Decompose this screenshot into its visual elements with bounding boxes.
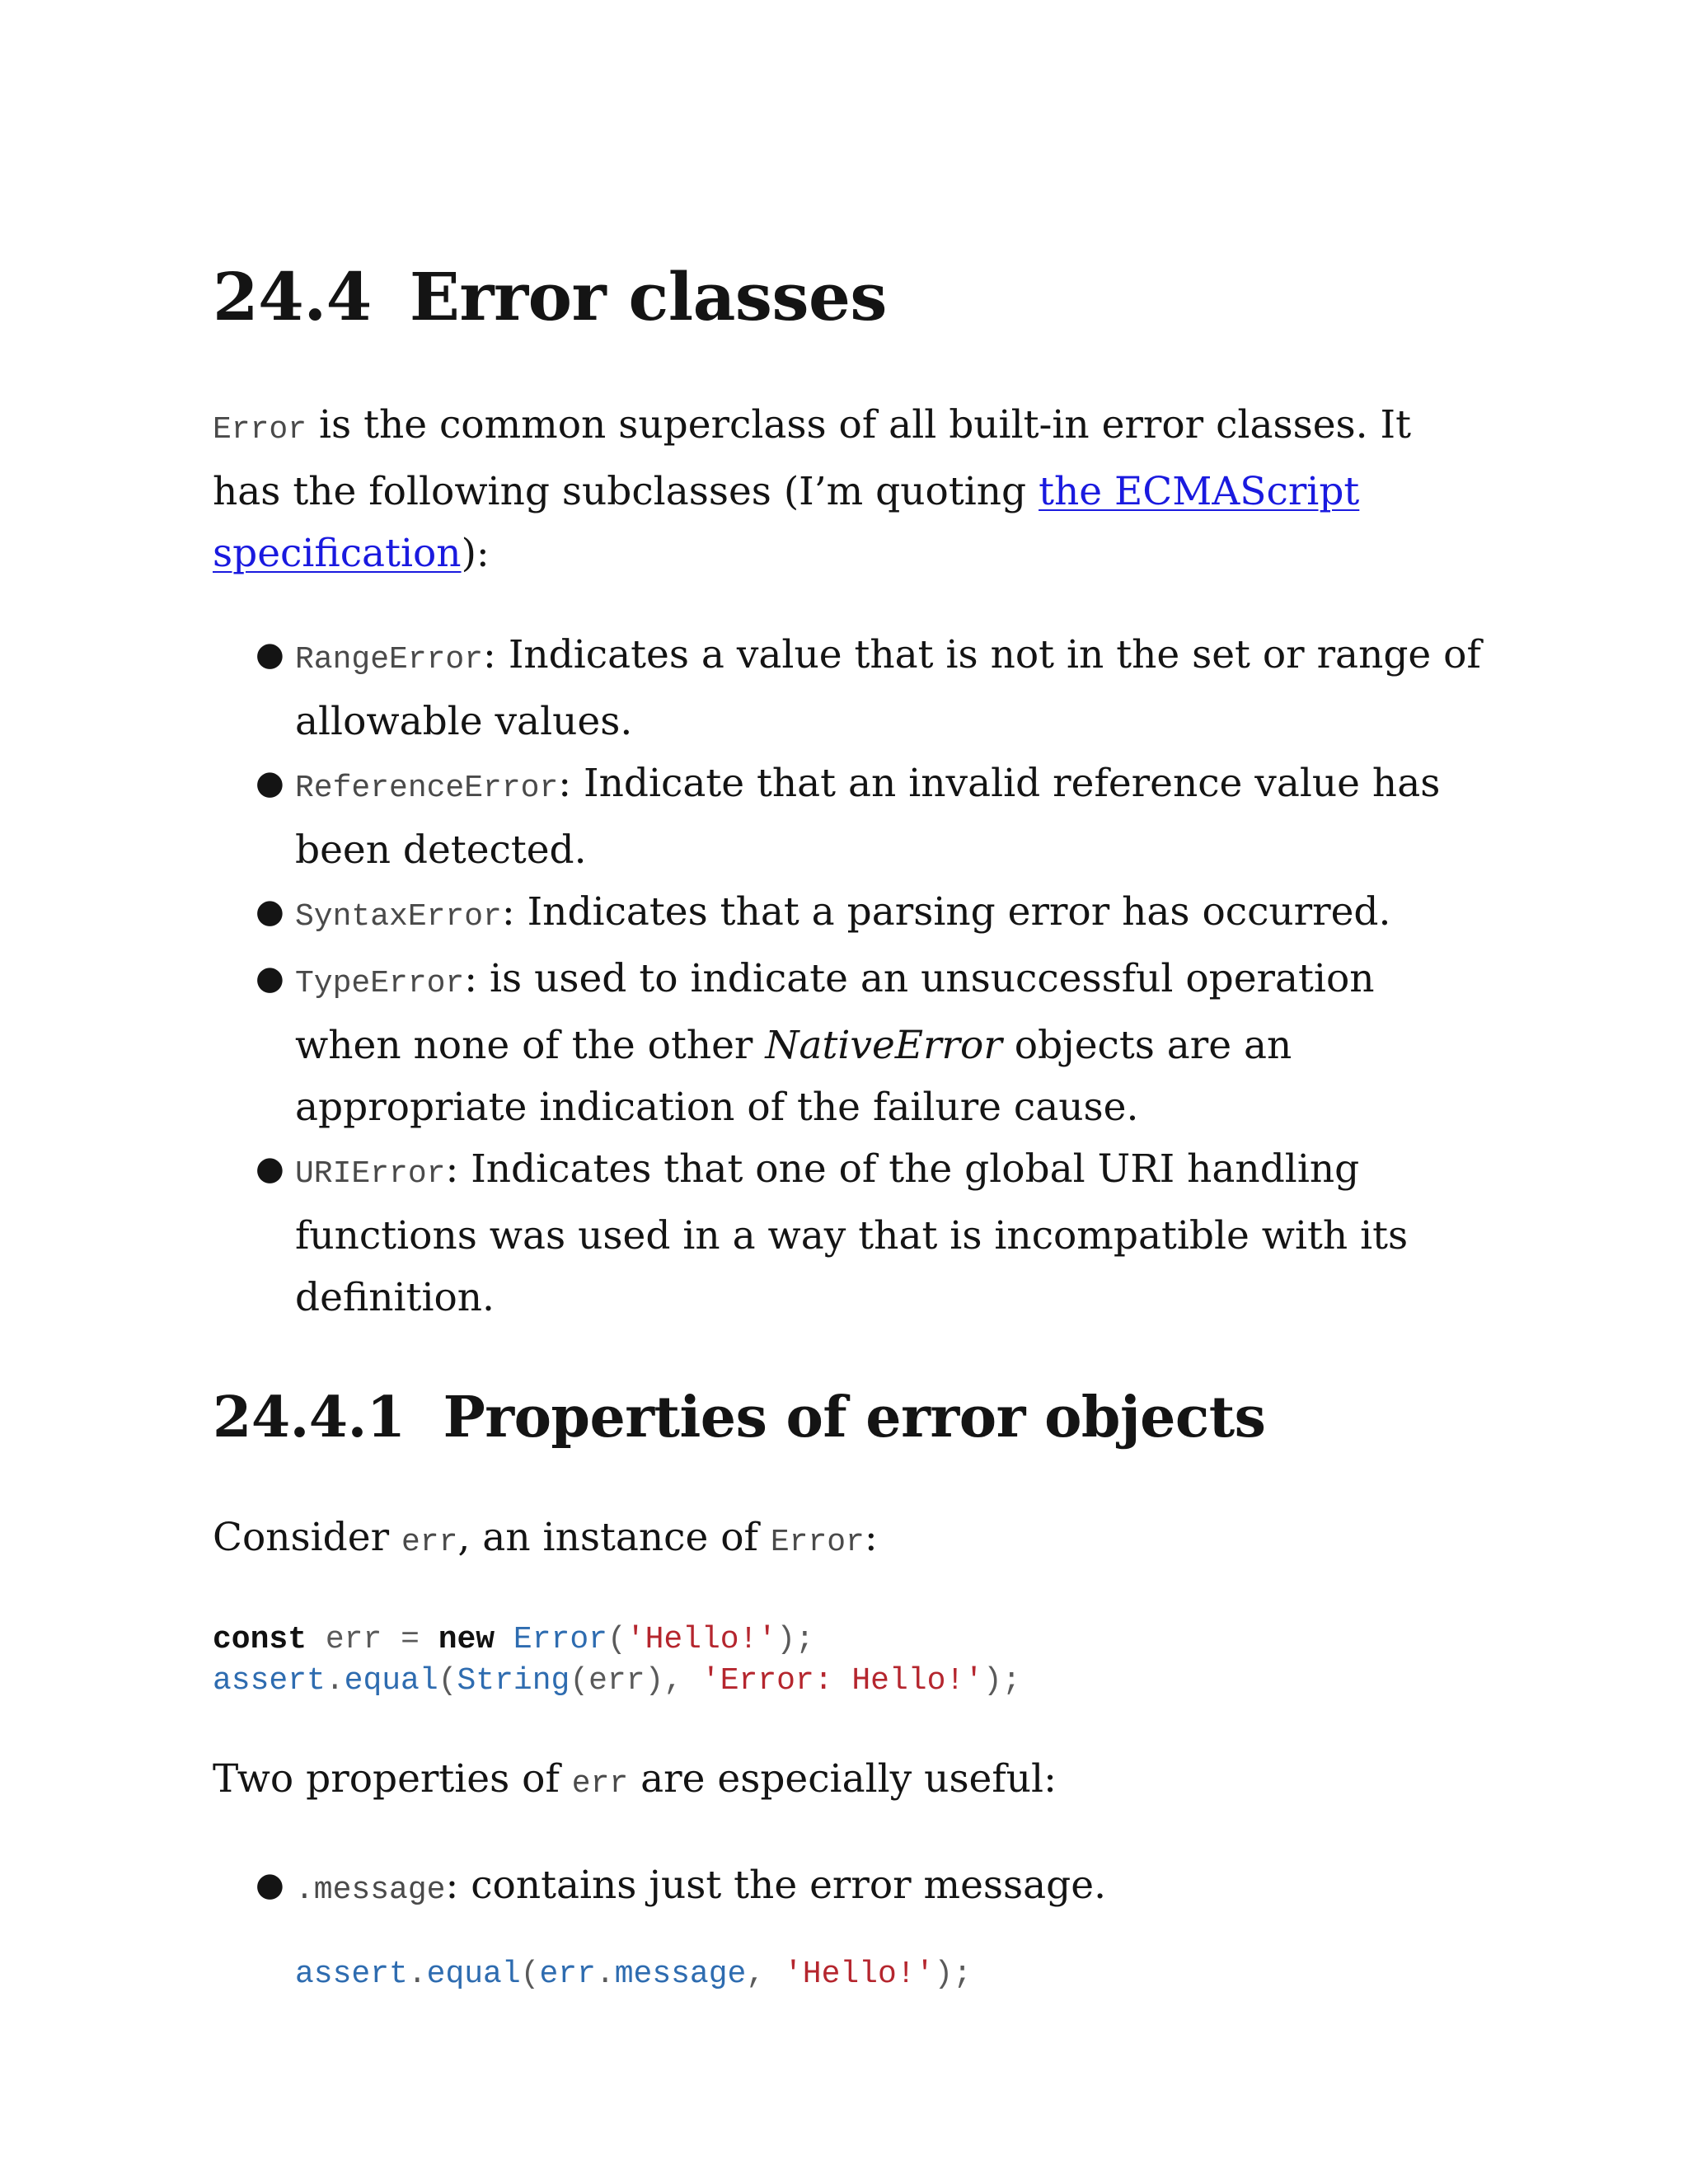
list-item-text: : Indicates a value that is not in the set or range of allowable values. <box>295 632 1481 744</box>
list-item <box>256 1854 1482 1995</box>
subsection-number: 24.4.1 <box>213 1385 406 1451</box>
consider-paragraph <box>213 1507 1482 1573</box>
code-class: Error <box>513 1622 607 1657</box>
two-props-paragraph <box>213 1748 1482 1815</box>
code-operator: = <box>401 1622 420 1657</box>
list-item-text: : contains just the error message. <box>445 1863 1107 1908</box>
section-title: Error classes <box>409 258 887 335</box>
code-string: 'Hello!' <box>626 1622 777 1657</box>
inline-code-err: err <box>401 1525 458 1560</box>
consider-text-3: : <box>864 1515 878 1560</box>
inline-code: ReferenceError <box>295 771 559 806</box>
list-item-text: : is used to indicate an unsuccessful operation when none of the other <box>295 956 1375 1068</box>
code-paren: ( <box>607 1622 626 1657</box>
code-object: assert <box>213 1663 326 1699</box>
intro-text-1: is the common superclass of all built-in error classes. It has the following subclasses (I’m quoting <box>213 402 1411 514</box>
subsection-heading <box>213 1376 1482 1459</box>
code-tail: ); <box>776 1622 814 1657</box>
subclass-list <box>213 624 1482 1329</box>
code-paren: ( <box>438 1663 457 1699</box>
inline-code: SyntaxError <box>295 899 502 935</box>
list-item <box>256 624 1482 752</box>
code-line <box>213 1661 1482 1702</box>
ecmascript-spec-link[interactable]: the ECMAScript specification <box>213 469 1360 576</box>
consider-text-1: Consider <box>213 1515 401 1560</box>
code-paren: ( <box>520 1957 540 1992</box>
code-object: assert <box>295 1957 408 1992</box>
code-dot: . <box>595 1957 615 1992</box>
list-item <box>256 881 1482 948</box>
properties-list <box>213 1854 1482 1995</box>
two-props-text-2: are especially useful: <box>628 1756 1057 1802</box>
code-arg-property: message <box>614 1957 747 1992</box>
list-item <box>256 1138 1482 1329</box>
code-method: equal <box>344 1663 438 1699</box>
list-item-text: : Indicates that a parsing error has occurred. <box>501 889 1391 935</box>
bullet-icon: ● <box>256 893 284 930</box>
code-tail: ); <box>934 1957 973 1992</box>
code-arg-object: err <box>539 1957 596 1992</box>
code-dot: . <box>325 1663 345 1699</box>
intro-paragraph <box>213 394 1482 584</box>
bullet-icon: ● <box>256 1150 284 1188</box>
code-string: 'Error: Hello!' <box>701 1663 984 1699</box>
section-heading <box>213 247 1482 346</box>
code-space <box>420 1622 438 1657</box>
section-number: 24.4 <box>213 258 372 335</box>
bullet-icon: ● <box>256 764 284 802</box>
code-block <box>295 1954 1482 1995</box>
code-line <box>295 1954 1482 1995</box>
subsection-title: Properties of error objects <box>443 1385 1266 1451</box>
bullet-icon: ● <box>256 959 284 997</box>
code-function: String <box>457 1663 570 1699</box>
document-page <box>213 247 1482 1995</box>
intro-text-2: ): <box>461 531 490 576</box>
inline-code-error: Error <box>770 1525 865 1560</box>
code-line <box>213 1619 1482 1661</box>
inline-code: .message <box>295 1872 446 1908</box>
list-item <box>256 948 1482 1138</box>
bullet-icon: ● <box>256 635 284 673</box>
list-item-text: : Indicates that one of the global URI handling functions was used in a way that is incompatible with its definition. <box>295 1146 1409 1320</box>
emphasis-text: NativeError <box>765 1023 1002 1068</box>
keyword-const: const <box>213 1622 307 1657</box>
code-space <box>495 1622 513 1657</box>
keyword-new: new <box>438 1622 495 1657</box>
inline-code-error: Error <box>213 412 307 448</box>
consider-text-2: , an instance of <box>457 1515 771 1560</box>
code-comma: , <box>746 1957 784 1992</box>
list-item-text: objects are an appropriate indication of the failure cause. <box>295 1023 1292 1130</box>
inline-code: TypeError <box>295 966 465 1001</box>
code-dot: . <box>407 1957 427 1992</box>
inline-code: URIError <box>295 1156 446 1192</box>
inline-code-err: err <box>571 1766 629 1802</box>
bullet-icon: ● <box>256 1866 284 1904</box>
code-block <box>213 1619 1482 1702</box>
inline-code: RangeError <box>295 642 484 677</box>
code-args: (err), <box>570 1663 701 1699</box>
two-props-text-1: Two properties of <box>213 1756 572 1802</box>
code-string: 'Hello!' <box>783 1957 935 1992</box>
code-var: err <box>307 1622 401 1657</box>
code-tail: ); <box>983 1663 1021 1699</box>
code-method: equal <box>426 1957 521 1992</box>
list-item-text: : Indicate that an invalid reference value has been detected. <box>295 761 1441 873</box>
list-item <box>256 752 1482 881</box>
